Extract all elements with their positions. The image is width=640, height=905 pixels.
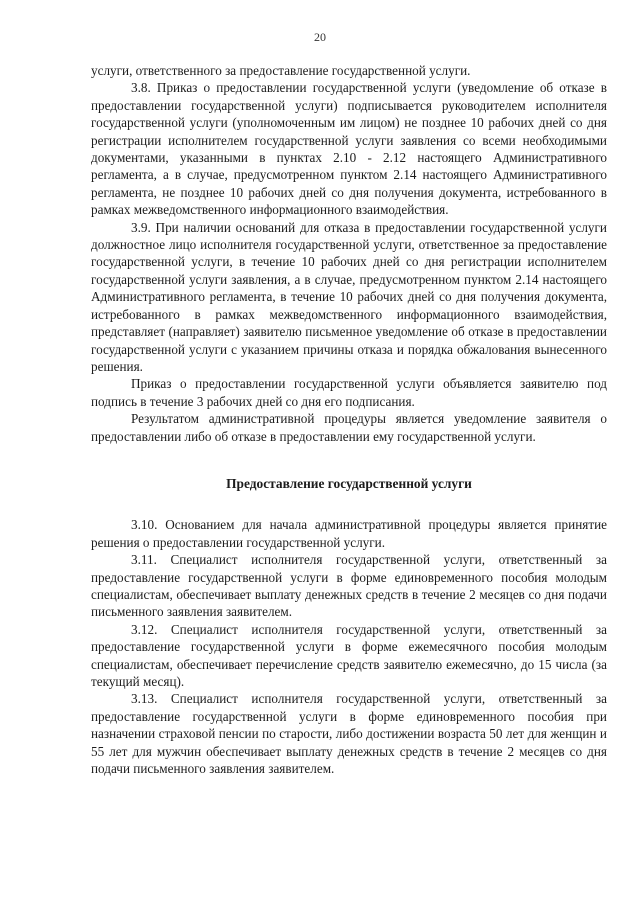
paragraph-order-announcement: Приказ о предоставлении государственной услуги объявляется заявителю под подпись в течение 3 рабочих дней со дня его подписания. — [91, 376, 607, 409]
paragraph-3-9: 3.9. При наличии оснований для отказа в предоставлении государственной услуги должностное лицо исполнителя государственной услуги, ответственное за предоставление государственной услуги, в течение 10 рабочих дней со дня регистрации исполнителем государственной услуги заявления, а в случае, предусмотренном пунктом 2.14 настоящего Административного регламента, в течение 10 рабочих дней со дня получения документа, истребованного в рамках межведомственного информационного взаимодействия, представляет (направляет) заявителю письменное уведомление об отказе в предоставлении государственной услуги с указанием причины отказа и порядка обжалования вынесенного решения. — [91, 219, 607, 374]
paragraph-3-11: 3.11. Специалист исполнителя государственной услуги, ответственный за предоставление государственной услуги в форме единовременного пособия молодым специалистам, обеспечивает выплату денежных средств в течение 2 месяцев со дня подачи письменного заявления заявителем. — [91, 552, 607, 620]
paragraph-continuation: услуги, ответственного за предоставление государственной услуги. — [91, 63, 471, 78]
document-body — [91, 62, 607, 777]
paragraph-3-8: 3.8. Приказ о предоставлении государственной услуги (уведомление об отказе в предоставлении государственной услуги) подписывается руководителем исполнителя государственной услуги (уполномоченным им лицом) не позднее 10 рабочих дней со дня регистрации исполнителем государственной услуги заявления со всеми необходимыми документами, указанными в пунктах 2.10 - 2.12 настоящего Административного регламента, а в случае, предусмотренном пунктом 2.14 настоящего Административного регламента, не позднее 10 рабочих дней со дня получения документа, истребованного в рамках межведомственного информационного взаимодействия. — [91, 80, 607, 218]
page-number: 20 — [314, 30, 326, 44]
paragraph-3-10: 3.10. Основанием для начала административной процедуры является принятие решения о предоставлении государственной услуги. — [91, 517, 607, 550]
paragraph-3-13: 3.13. Специалист исполнителя государственной услуги, ответственный за предоставление государственной услуги в форме единовременного пособия при назначении страховой пенсии по старости, либо достижении возраста 50 лет для женщин и 55 лет для мужчин обеспечивает выплату денежных средств в течение 2 месяцев со дня подачи письменного заявления заявителем. — [91, 691, 607, 777]
paragraph-result: Результатом административной процедуры является уведомление заявителя о предоставлении либо об отказе в предоставлении ему государственной услуги. — [91, 411, 607, 444]
section-heading: Предоставление государственной услуги — [226, 475, 472, 491]
paragraph-3-12: 3.12. Специалист исполнителя государственной услуги, ответственный за предоставление государственной услуги в форме ежемесячного пособия молодым специалистам, обеспечивает перечисление средств заявителю ежемесячно, до 15 числа (за текущий месяц). — [91, 621, 607, 689]
